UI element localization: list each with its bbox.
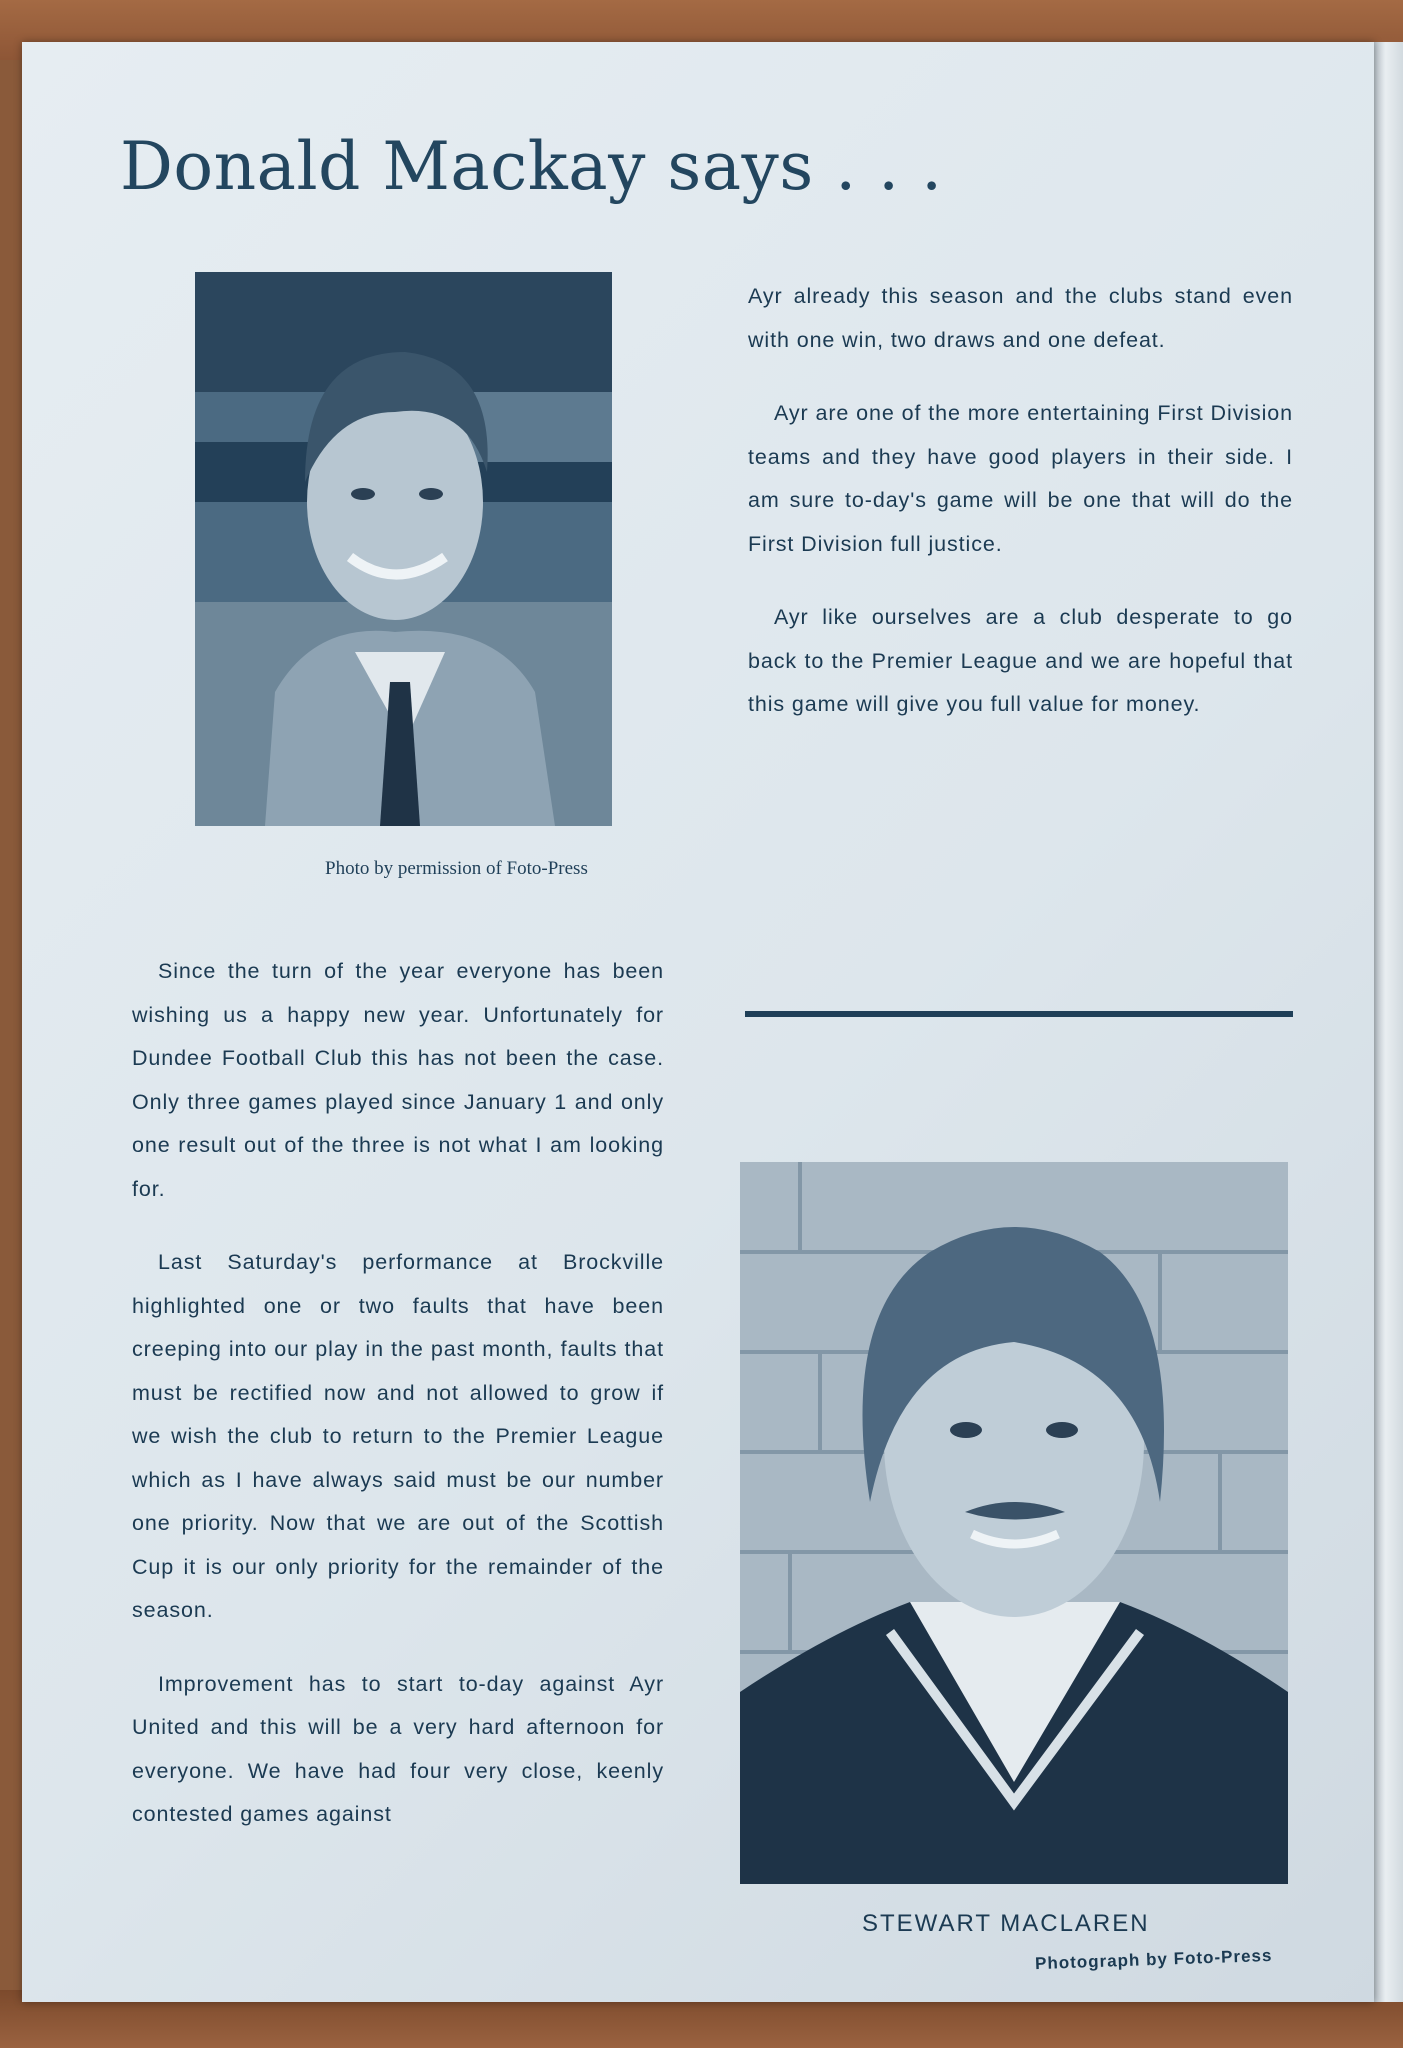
portrait-illustration [195, 272, 612, 826]
paragraph: Since the turn of the year everyone has been wishing us a happy new year. Unfortunately for Dundee Football Club this has not been the case. Only three games played since January 1 and only one result out of the three is not what I am looking for. [132, 959, 664, 1201]
paragraph: Ayr are one of the more entertaining First Division teams and they have good players in their side. I am sure to-day's game will be one that will do the First Division full justice. [748, 401, 1293, 556]
page-title: Donald Mackay says . . . [120, 128, 943, 205]
portrait-illustration [740, 1162, 1288, 1884]
photo2-name-caption: STEWART MACLAREN [862, 1910, 1150, 1937]
left-column [132, 950, 664, 1867]
right-column-top [748, 275, 1293, 757]
paragraph: Improvement has to start to-day against Ayr United and this will be a very hard afternoon for everyone. We have had four very close, keenly contested games against [132, 1671, 664, 1826]
stewart-maclaren-photo [740, 1162, 1288, 1884]
paragraph: Last Saturday's performance at Brockville highlighted one or two faults that have been creeping into our play in the past month, faults that must be rectified now and not allowed to grow if we wish the club to return to the Premier League which as I have always said must be our number one priority. Now that we are out of the Scottish Cup it is our only priority for the remainder of the season. [132, 1250, 664, 1622]
paragraph: Ayr already this season and the clubs stand even with one win, two draws and one defeat. [748, 284, 1293, 352]
photo2-credit: Photograph by Foto-Press [1034, 1945, 1273, 1974]
section-divider [745, 1011, 1293, 1017]
photo1-caption: Photo by permission of Foto-Press [325, 858, 588, 879]
donald-mackay-photo [195, 272, 612, 826]
next-page-edge [1374, 42, 1403, 2002]
paragraph: Ayr like ourselves are a club desperate to go back to the Premier League and we are hopeful that this game will give you full value for money. [748, 605, 1293, 716]
